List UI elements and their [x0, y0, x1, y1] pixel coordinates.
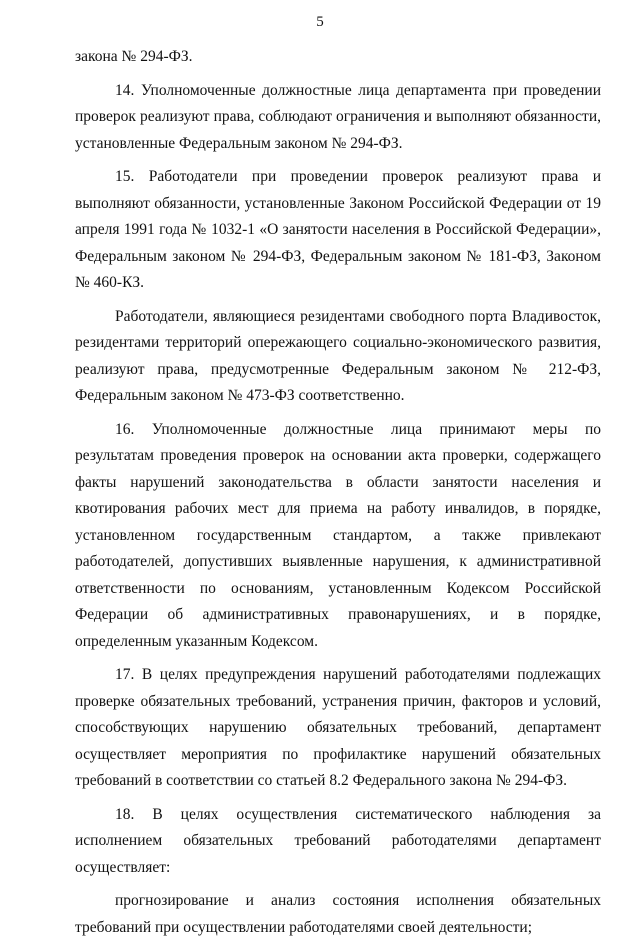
paragraph-16: 16. Уполномоченные должностные лица принимают меры по результатам проведения проверок на основании акта проверки, содержащего факты нарушений законодательства в области занятости населения и квотирования рабочих мест для приема на работу инвалидов, в порядке, установленном государственным стандартом, а также привлекают работодателей, допустивших выявленные нарушения, к административной ответственности по основаниям, установленным Кодексом Российской Федерации об административных правонарушениях, и в порядке, определенным указанным Кодексом. — [75, 420, 601, 650]
document-body — [75, 44, 601, 948]
paragraph-15-residents: Работодатели, являющиеся резидентами свободного порта Владивосток, резидентами территорий опережающего социально-экономического развития, реализуют права, предусмотренные Федеральным законом № 212-ФЗ, Федеральным законом № 473-ФЗ соответственно. — [75, 307, 601, 404]
paragraph-18-item-forecasting: прогнозирование и анализ состояния исполнения обязательных требований при осуществлении работодателями своей деятельности; — [75, 892, 601, 936]
paragraph-15: 15. Работодатели при проведении проверок реализуют права и выполняют обязанности, установленные Законом Российской Федерации от 19 апреля 1991 года № 1032-1 «О занятости населения в Российской Федерации», Федеральным законом № 294-ФЗ, Федеральным законом № 181-ФЗ, Законом № 460-КЗ. — [75, 168, 601, 291]
paragraph-14: 14. Уполномоченные должностные лица департамента при проведении проверок реализуют права, соблюдают ограничения и выполняют обязанности, установленные Федеральным законом № 294-ФЗ. — [75, 81, 601, 152]
page-number: 5 — [316, 14, 324, 30]
paragraph-17: 17. В целях предупреждения нарушений работодателями подлежащих проверке обязательных требований, устранения причин, факторов и условий, способствующих нарушению обязательных требований, департамент осуществляет мероприятия по профилактике нарушений обязательных требований в соответствии со статьей 8.2 Федерального закона № 294-ФЗ. — [75, 666, 601, 789]
paragraph-continuation: закона № 294-ФЗ. — [75, 48, 193, 65]
paragraph-18: 18. В целях осуществления систематического наблюдения за исполнением обязательных требований работодателями департамент осуществляет: — [75, 805, 601, 876]
